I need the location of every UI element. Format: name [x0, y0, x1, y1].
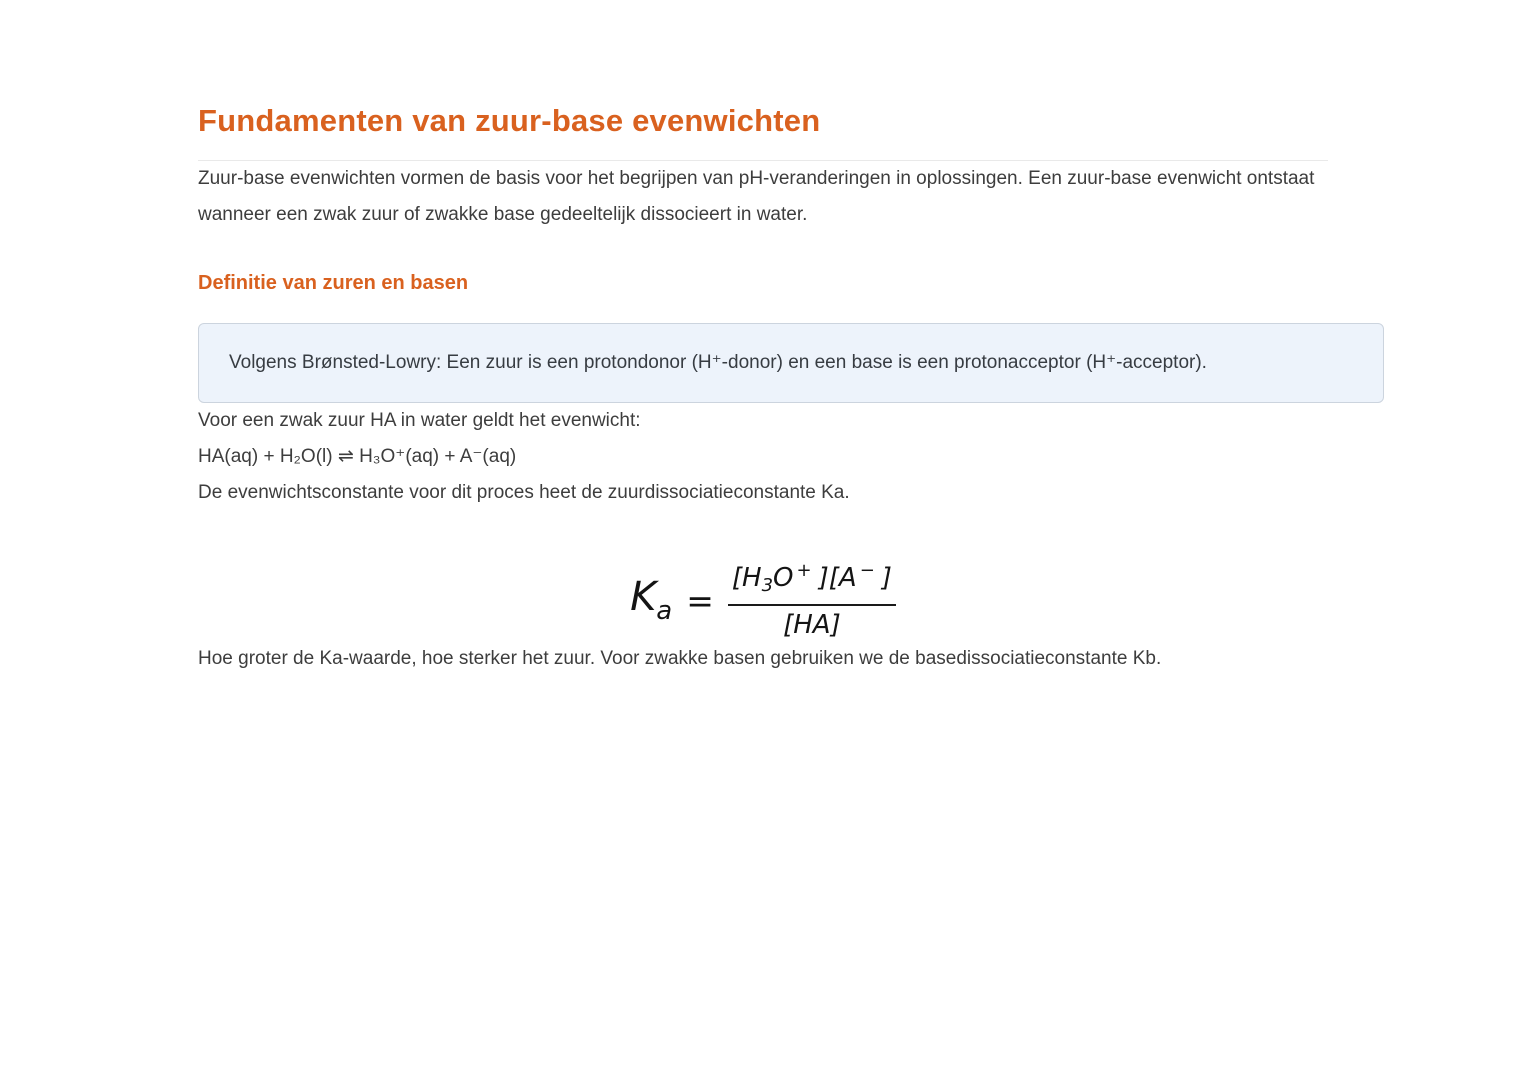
formula-num-close-bracket: ] [881, 563, 892, 593]
formula-equals-sign: = [686, 581, 714, 621]
formula-k: K [630, 574, 657, 621]
section-heading-definitions: Definitie van zuren en basen [198, 272, 469, 294]
formula-denominator: [HA] [783, 609, 841, 640]
callout-text: Volgens Brønsted-Lowry: Een zuur is een protondonor (H⁺-donor) en een base is een protonacceptor (H⁺-acceptor). [229, 352, 1207, 373]
formula-k-subscript: a [656, 596, 673, 627]
intro-paragraph: Zuur-base evenwichten vormen de basis voor het begrijpen van pH-veranderingen in oplossingen. Een zuur-base evenwicht ontstaat wanneer een zwak zuur of zwakke base gedeeltelijk dissocieert in water. [198, 168, 1315, 225]
formula-h3-subscript: 3 [761, 575, 774, 596]
ka-formula [630, 561, 896, 641]
formula-oxygen: O [773, 563, 794, 593]
formula-numerator [728, 561, 896, 606]
ka-formula-container [198, 561, 1328, 641]
formula-plus-superscript: + [796, 560, 812, 581]
page-title: Fundamenten van zuur-base evenwichten [198, 103, 821, 138]
ka-sentence-paragraph: De evenwichtsconstante voor dit proces heet de zuurdissociatieconstante Ka. [198, 482, 850, 503]
equilibrium-lead-paragraph: Voor een zwak zuur HA in water geldt het evenwicht: [198, 410, 641, 431]
reaction-equation: HA(aq) + H₂O(l) ⇌ H₃O⁺(aq) + A⁻(aq) [198, 446, 517, 467]
formula-fraction [728, 561, 896, 641]
closing-paragraph: Hoe groter de Ka-waarde, hoe sterker het zuur. Voor zwakke basen gebruiken we de basedissociatieconstante Kb. [198, 647, 1162, 669]
formula-ka-symbol [630, 574, 673, 627]
document-page [198, 0, 1328, 677]
formula-num-open-bracket: [H [731, 563, 762, 593]
formula-minus-superscript: − [859, 560, 875, 581]
definition-callout [198, 323, 1384, 403]
formula-mid-brackets: ][A [818, 563, 857, 593]
